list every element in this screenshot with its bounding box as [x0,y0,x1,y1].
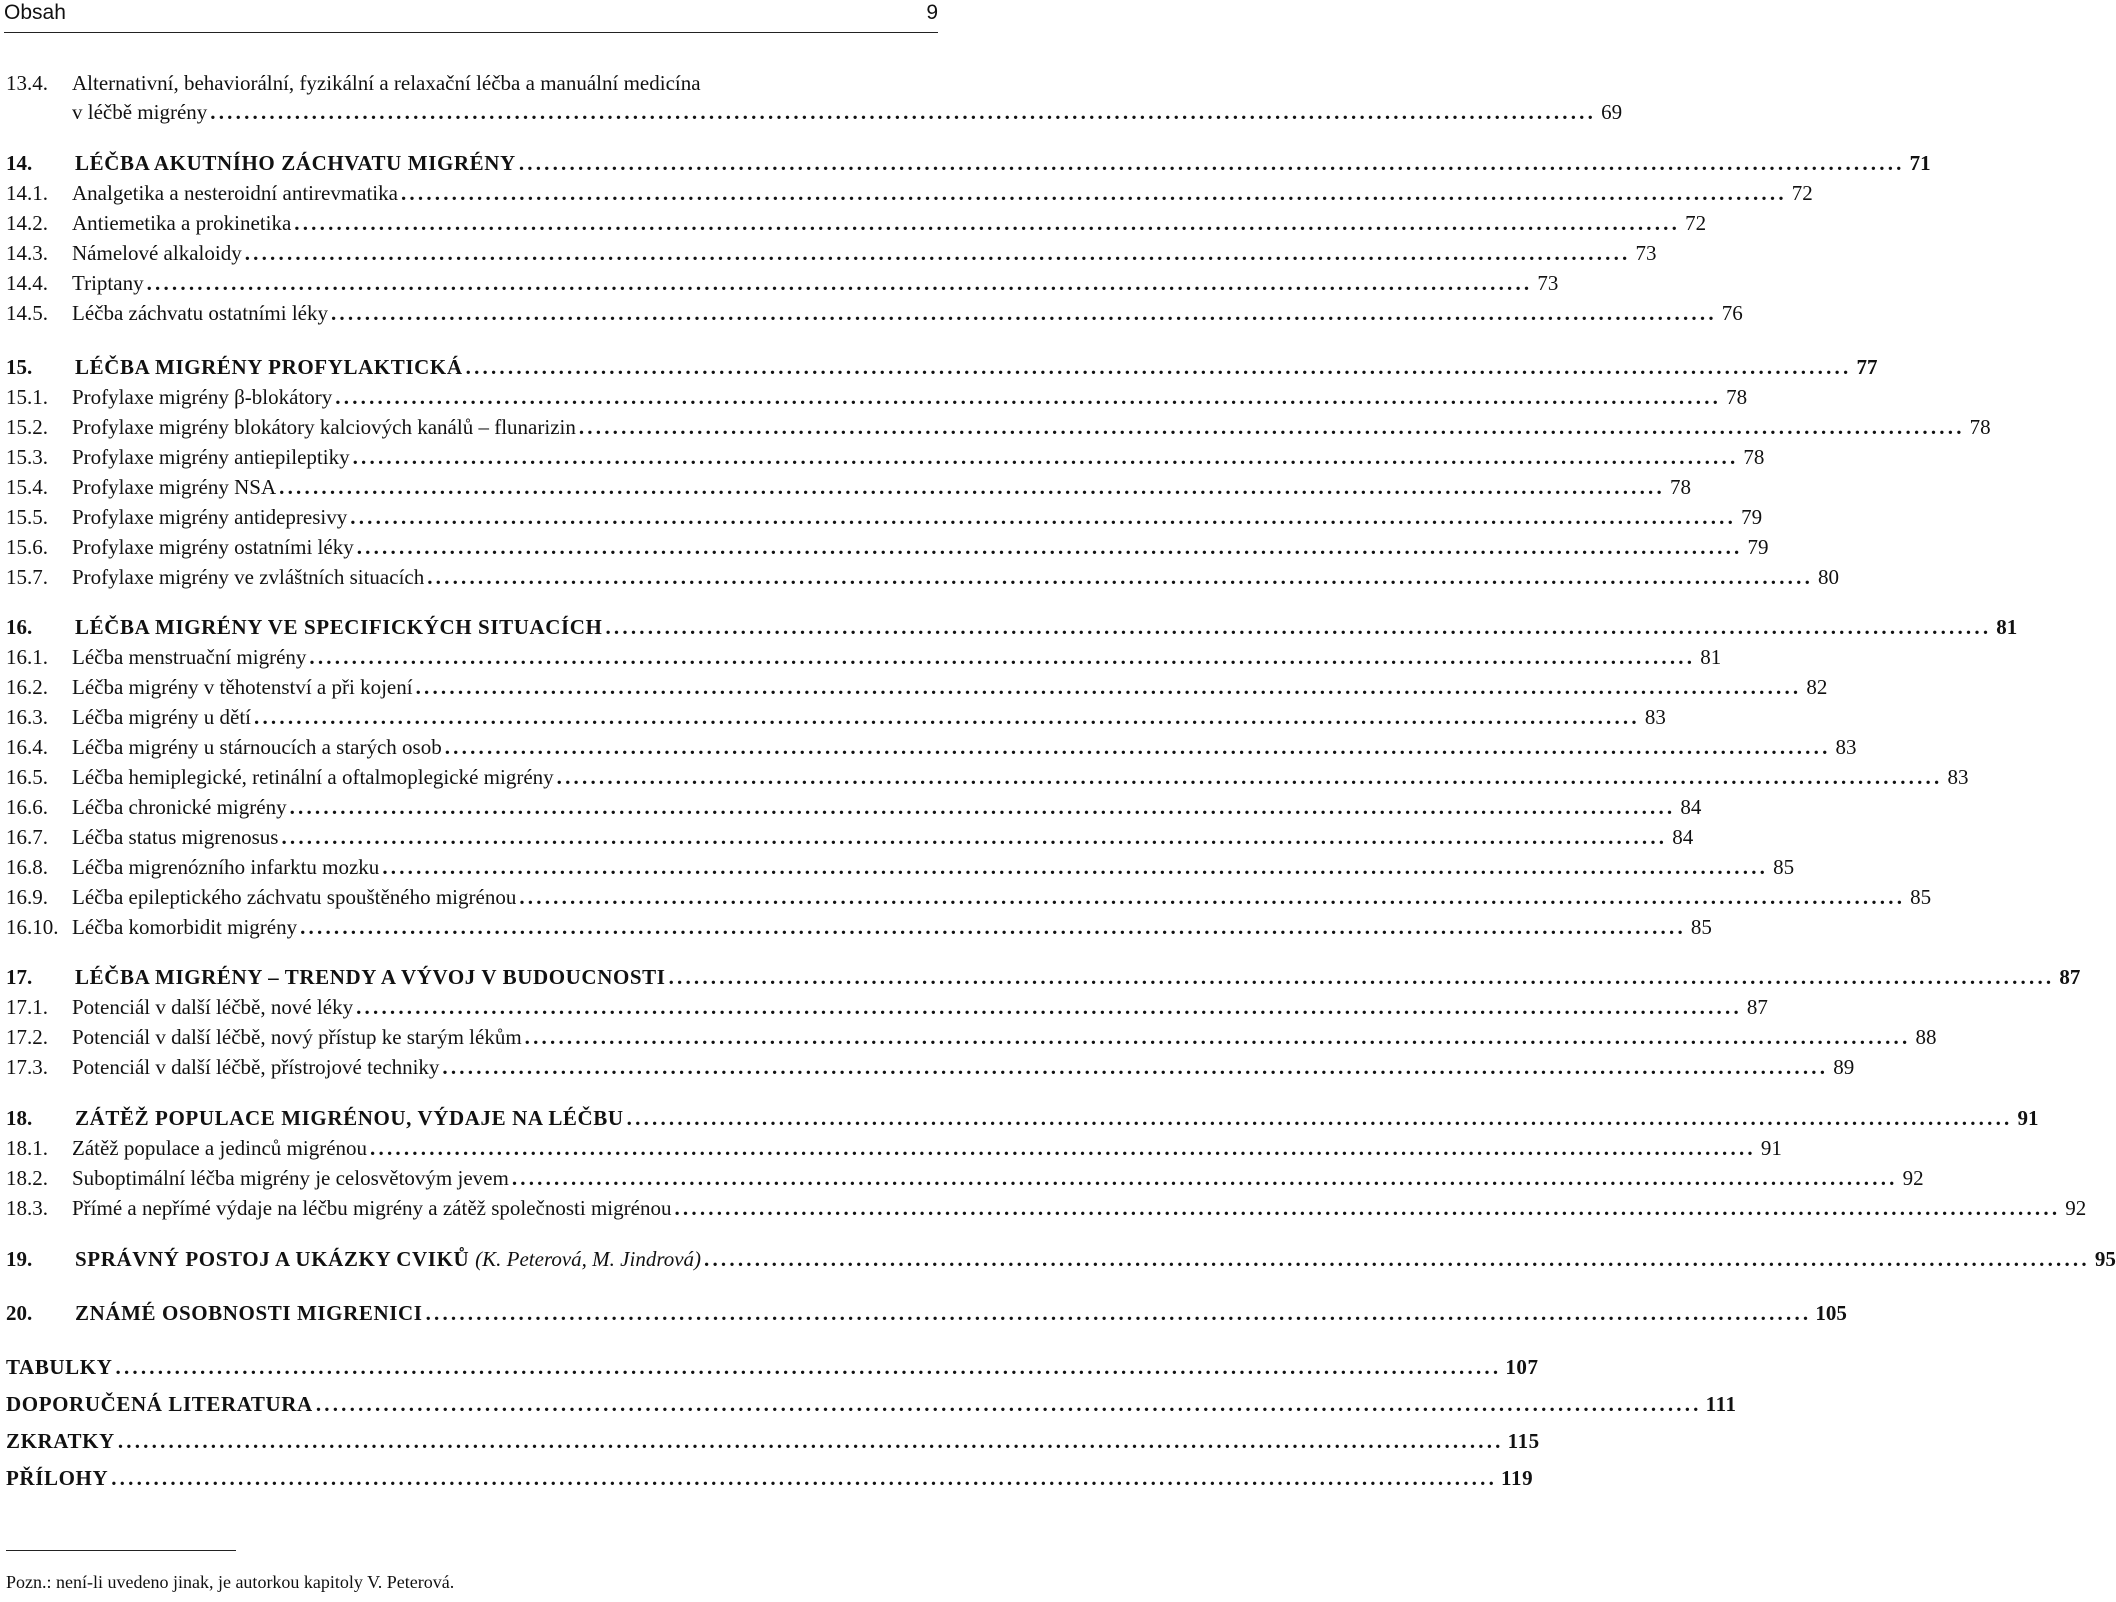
toc-entry-number: 15. [6,355,33,379]
toc-entry-number: 18.3. [6,1196,48,1220]
toc-entry-title-text: Potenciál v další léčbě, přístrojové techniky [72,1055,440,1079]
toc-entry [6,412,1991,442]
toc-entry-number: 16.5. [6,765,48,789]
toc-entry-page: 85 [1773,855,1795,879]
toc-dot-leader [416,672,1802,702]
toc-entry-page: 71 [1909,151,1931,175]
toc-entry-title-text: Léčba migrény v těhotenství a při kojení [72,675,413,699]
toc-dot-leader [279,472,1665,502]
toc-entry-title-text: Léčba chronické migrény [72,795,287,819]
toc-dot-leader [254,702,1640,732]
toc-entry [6,1022,1937,1052]
toc-entry-number: 16.6. [6,795,48,819]
toc-entry-title-text: Léčba migrény u stárnoucích a starých osob [72,735,442,759]
toc-entry-title-text: Léčba menstruační migrény [72,645,307,669]
toc-entry-number: 18.1. [6,1136,48,1160]
toc-entry-page: 79 [1741,505,1763,529]
toc-entry-number: 14. [6,151,33,175]
toc-entry [6,1193,2087,1223]
toc-entry-page: 78 [1669,475,1691,499]
toc-entry-title [72,792,287,822]
toc-entry [6,1244,2116,1274]
toc-dot-leader [557,762,1943,792]
toc-dot-leader [519,148,1905,178]
toc-entry-page: 95 [2094,1247,2116,1271]
toc-entry-title [72,412,576,442]
toc-dot-leader [669,962,2055,992]
toc-entry-page: 91 [2017,1106,2039,1130]
toc-dot-leader [335,382,1721,412]
toc-entry [6,148,1931,178]
toc-dot-leader [350,502,1736,532]
toc-entry-title [75,1103,624,1133]
toc-entry [6,472,1691,502]
toc-entry-title [72,562,424,592]
toc-entry [6,352,1878,382]
toc-entry [6,882,1932,912]
toc-entry-number: 16.9. [6,885,48,909]
toc-entry-title-text: Potenciál v další léčbě, nový přístup ke starým lékům [72,1025,522,1049]
toc-entry-title-text: Suboptimální léčba migrény je celosvětovým jevem [72,1166,509,1190]
toc-entry-title-text: Léčba záchvatu ostatními léky [72,301,328,325]
toc-entry-title-text: Analgetika a nesteroidní antirevmatika [72,181,398,205]
toc-entry [6,178,1813,208]
toc-entry-title [72,502,347,532]
toc-entry-title [72,882,516,912]
toc-entry-page: 79 [1747,535,1769,559]
toc-entry-title-text: Profylaxe migrény ostatními léky [72,535,354,559]
toc-entry-title-text: Léčba komorbidit migrény [72,915,298,939]
toc-entry [6,962,2081,992]
toc-entry [6,1352,1539,1382]
toc-entry-number: 15.5. [6,505,48,529]
footnote: Pozn.: není-li uvedeno jinak, je autorkou kapitoly V. Peterová. [6,1572,455,1592]
toc-entry-title-text: LÉČBA MIGRÉNY – TRENDY A VÝVOJ V BUDOUCNOSTI [75,965,666,989]
toc-entry-page: 105 [1815,1301,1847,1325]
toc-entry-title [72,672,413,702]
toc-entry-page: 88 [1915,1025,1937,1049]
toc-entry-page: 87 [2059,965,2081,989]
toc-dot-leader [525,1022,1911,1052]
toc-entry-title [75,612,602,642]
toc-entry-title-text: Přímé a nepřímé výdaje na léčbu migrény a zátěž společnosti migrénou [72,1196,672,1220]
toc-entry [6,992,1768,1022]
toc-dot-leader [466,352,1852,382]
toc-entry [6,792,1702,822]
toc-entry-title-text: Léčba migrenózního infarktu mozku [72,855,380,879]
toc-entry-page: 73 [1635,241,1657,265]
toc-dot-leader [370,1133,1756,1163]
toc-dot-leader [427,562,1813,592]
toc-entry [6,702,1666,732]
toc-entry-title [72,992,353,1022]
toc-entry-title-text: Léčba epileptického záchvatu spouštěného migrénou [72,885,517,909]
toc-dot-leader [445,732,1831,762]
toc-entry-page: 115 [1507,1429,1540,1453]
toc-entry-title [72,178,398,208]
toc-entry-title [72,852,379,882]
toc-dot-leader [401,178,1787,208]
toc-entry-number: 19. [6,1247,33,1271]
toc-entry [6,208,1707,238]
toc-entry-page: 83 [1835,735,1857,759]
toc-entry-page: 92 [2065,1196,2087,1220]
toc-dot-leader [118,1426,1504,1456]
toc-entry-title-text: Námelové alkaloidy [72,241,242,265]
footnote-rule [6,1550,236,1551]
toc-entry-page: 85 [1910,885,1932,909]
toc-entry-title [72,762,554,792]
toc-entry-page: 78 [1743,445,1765,469]
toc-entry [6,382,1748,412]
toc-entry-number: 15.6. [6,535,48,559]
toc-entry [6,612,2018,642]
toc-entry-title [75,148,516,178]
toc-entry-title: Alternativní, behaviorální, fyzikální a relaxační léčba a manuální medicína [72,71,701,95]
toc-entry-title-text: Zátěž populace a jedinců migrénou [72,1136,368,1160]
toc-dot-leader [627,1103,2013,1133]
toc-entry-page: 76 [1721,301,1743,325]
toc-entry-title [75,1244,701,1274]
toc-entry-title-text: DOPORUČENÁ LITERATURA [6,1392,313,1416]
toc-entry-page: 80 [1818,565,1840,589]
toc-entry-page: 78 [1726,385,1748,409]
toc-entry-title [72,238,242,268]
toc-entry-page: 87 [1746,995,1768,1019]
toc-entry-page: 83 [1947,765,1969,789]
toc-entry-number: 18. [6,1106,33,1130]
toc-entry [6,822,1694,852]
toc-entry-page: 89 [1833,1055,1855,1079]
toc-entry [6,268,1559,298]
toc-entry-number: 16.10. [6,915,59,939]
toc-dot-leader [704,1244,2090,1274]
toc-entry-number: 16. [6,615,33,639]
toc-dot-leader [519,882,1905,912]
toc-entry-title [72,1052,439,1082]
toc-entry [6,1426,1540,1456]
running-head-page-number: 9 [926,1,938,24]
toc-entry-page: 91 [1760,1136,1782,1160]
toc-entry-title [72,1133,367,1163]
toc-entry-authors: (K. Peterová, M. Jindrová) [475,1247,702,1271]
toc-entry-page: 84 [1680,795,1702,819]
toc-entry-number: 17.1. [6,995,48,1019]
toc-dot-leader [294,208,1680,238]
toc-entry-title [72,702,251,732]
toc-entry-title-text: Profylaxe migrény ve zvláštních situacích [72,565,425,589]
toc-entry-title-text: Profylaxe migrény antidepresivy [72,505,348,529]
toc-entry-title-text: TABULKY [6,1355,113,1379]
toc-entry-number: 16.3. [6,705,48,729]
toc-entry-title-text: Léčba hemiplegické, retinální a oftalmoplegické migrény [72,765,554,789]
toc-entry-number: 20. [6,1301,33,1325]
toc-entry-number: 16.4. [6,735,48,759]
toc-entry [6,732,1857,762]
toc-dot-leader [116,1352,1502,1382]
toc-entry-number: 18.2. [6,1166,48,1190]
toc-dot-leader [147,268,1533,298]
toc-entry-number: 15.3. [6,445,48,469]
toc-entry-number: 16.8. [6,855,48,879]
toc-entry-title-text: SPRÁVNÝ POSTOJ A UKÁZKY CVIKŮ [75,1247,470,1271]
toc-entry [6,762,1969,792]
toc-entry-title [72,382,332,412]
toc-entry-title [75,962,666,992]
toc-entry-page: 111 [1705,1392,1737,1416]
toc-entry-title [72,1163,509,1193]
toc-entry-title [72,472,276,502]
toc-entry-title-text: ZÁTĚŽ POPULACE MIGRÉNOU, VÝDAJE NA LÉČBU [75,1106,624,1130]
toc-entry [6,1163,1924,1193]
toc-entry-title-continued: v léčbě migrény [72,100,208,124]
toc-entry-page: 83 [1644,705,1666,729]
toc-dot-leader [357,532,1743,562]
toc-entry [6,672,1828,702]
toc-entry-number: 16.2. [6,675,48,699]
toc-entry-title-text: LÉČBA MIGRÉNY VE SPECIFICKÝCH SITUACÍCH [75,615,603,639]
toc-entry-title [72,298,328,328]
toc-entry-title [6,1389,313,1419]
toc-entry-13-4-line1 [6,68,938,98]
toc-entry-title-text: Profylaxe migrény NSA [72,475,277,499]
toc-entry-number: 16.7. [6,825,48,849]
toc-entry [6,502,1763,532]
toc-entry-title [72,642,306,672]
toc-entry-title-text: Potenciál v další léčbě, nové léky [72,995,354,1019]
toc-entry [6,238,1657,268]
toc-entry [6,532,1769,562]
toc-entry-page: 92 [1902,1166,1924,1190]
toc-dot-leader [512,1163,1898,1193]
toc-entry-number: 16.1. [6,645,48,669]
toc-entry [6,562,1840,592]
toc-dot-leader [309,642,1695,672]
toc-entry-title [72,442,350,472]
toc-entry-number: 15.4. [6,475,48,499]
toc-entry [6,1463,1534,1493]
toc-dot-leader [245,238,1631,268]
toc-entry [6,1389,1737,1419]
toc-entry-title [72,1193,671,1223]
toc-entry-number: 13.4. [6,71,48,95]
toc-entry-title [72,912,297,942]
toc-entry-page: 69 [1601,100,1623,124]
toc-entry-title [75,352,463,382]
toc-entry-page: 78 [1969,415,1991,439]
toc-entry-title [72,822,278,852]
toc-dot-leader [353,442,1739,472]
running-head-title: Obsah [4,1,66,24]
toc-dot-leader [382,852,1768,882]
toc-entry-title-text: Léčba migrény u dětí [72,705,252,729]
toc-entry-number: 15.7. [6,565,48,589]
toc-entry-number: 14.1. [6,181,48,205]
toc-entry-number: 14.2. [6,211,48,235]
toc-entry-number: 14.4. [6,271,48,295]
toc-entry-page: 72 [1685,211,1707,235]
toc-entry-title-text: LÉČBA AKUTNÍHO ZÁCHVATU MIGRÉNY [75,151,516,175]
toc-entry-title-text: Profylaxe migrény antiepileptiky [72,445,350,469]
toc-dot-leader [426,1298,1812,1328]
toc-entry [6,852,1795,882]
toc-entry-page: 107 [1505,1355,1539,1379]
toc-entry-number: 15.2. [6,415,48,439]
toc-entry-title [6,1463,108,1493]
toc-entry [6,442,1765,472]
toc-entry [6,912,1712,942]
toc-entry-number: 17.2. [6,1025,48,1049]
toc-entry-title [72,732,442,762]
running-head [4,0,938,33]
toc-entry-number: 14.5. [6,301,48,325]
toc-entry-title-text: Léčba status migrenosus [72,825,279,849]
toc-dot-leader [210,97,1596,127]
toc-entry-title [72,532,354,562]
toc-entry-title [72,208,291,238]
toc-entry-number: 17. [6,965,33,989]
toc-entry-title [72,268,144,298]
toc-entry-title [75,1298,423,1328]
toc-dot-leader [356,992,1742,1022]
toc-entry-page: 77 [1856,355,1878,379]
toc-entry [6,1052,1855,1082]
toc-entry-title [6,1426,115,1456]
toc-dot-leader [674,1193,2060,1223]
toc-entry-title-text: LÉČBA MIGRÉNY PROFYLAKTICKÁ [75,355,463,379]
toc-entry-title-text: Profylaxe migrény β-blokátory [72,385,333,409]
toc-entry [6,1133,1782,1163]
toc-entry-number: 17.3. [6,1055,48,1079]
toc-dot-leader [290,792,1676,822]
toc-dot-leader [605,612,1991,642]
toc-entry-page: 73 [1537,271,1559,295]
toc-entry-title-text: ZNÁMÉ OSOBNOSTI MIGRENICI [75,1301,423,1325]
toc-dot-leader [442,1052,1828,1082]
toc-entry-title-text: Antiemetika a prokinetika [72,211,292,235]
toc-entry-title [6,1352,113,1382]
toc-entry [6,1298,1847,1328]
toc-entry-title-text: PŘÍLOHY [6,1466,109,1490]
toc-entry [6,298,1743,328]
toc-entry-number: 14.3. [6,241,48,265]
toc-entry-page: 85 [1690,915,1712,939]
toc-entry-page: 82 [1806,675,1828,699]
toc-dot-leader [111,1463,1497,1493]
toc-dot-leader [316,1389,1702,1419]
toc-entry-page: 84 [1672,825,1694,849]
toc-entry-page: 81 [1996,615,2018,639]
toc-dot-leader [579,412,1965,442]
toc-entry-title-text: ZKRATKY [6,1429,115,1453]
toc-entry-title-text: Profylaxe migrény blokátory kalciových kanálů – flunarizin [72,415,576,439]
toc-entry [6,642,1722,672]
toc-entry-13-4-line2 [6,97,1623,127]
toc-entry-title [72,1022,522,1052]
toc-dot-leader [281,822,1667,852]
toc-dot-leader [331,298,1717,328]
toc-entry-page: 72 [1791,181,1813,205]
toc-entry-page: 119 [1501,1466,1534,1490]
toc-entry-title-text: Triptany [72,271,144,295]
toc-entry-page: 81 [1700,645,1722,669]
toc-entry [6,1103,2039,1133]
toc-entry-number: 15.1. [6,385,48,409]
toc-dot-leader [300,912,1686,942]
